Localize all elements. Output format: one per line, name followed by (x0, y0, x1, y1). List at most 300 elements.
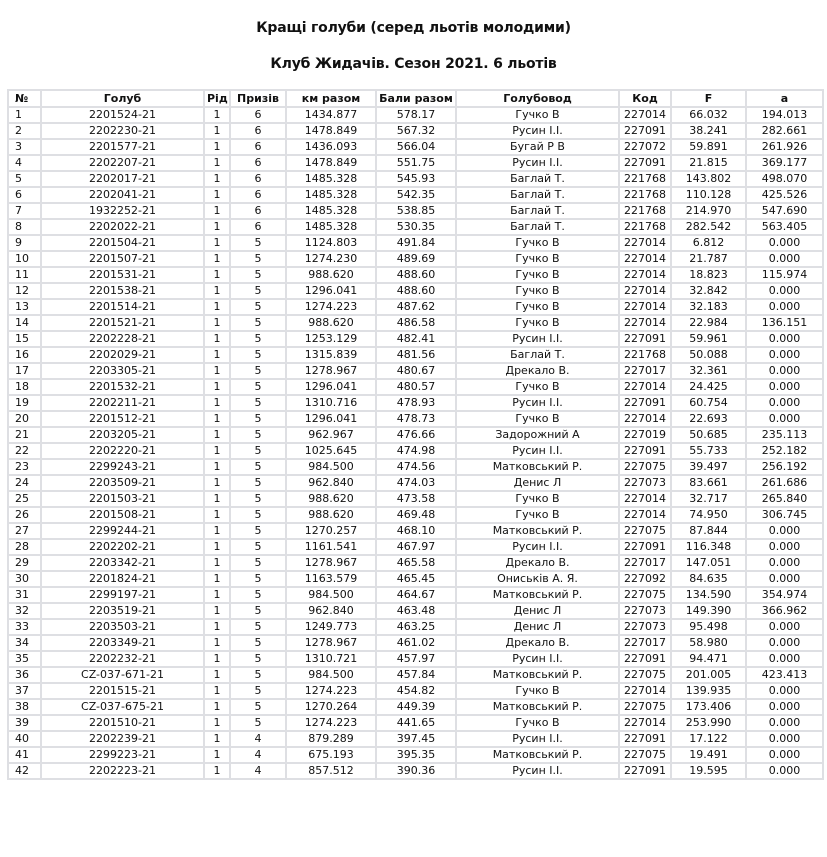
sex-cell: 1 (204, 491, 230, 507)
fancier-cell: Матковський Р. (456, 667, 619, 683)
f-value-cell: 59.891 (671, 139, 746, 155)
fancier-cell: Ониськів А. Я. (456, 571, 619, 587)
f-value-cell: 32.361 (671, 363, 746, 379)
table-row (8, 347, 823, 363)
f-value-cell: 173.406 (671, 699, 746, 715)
code-cell: 227014 (619, 107, 671, 123)
f-value-cell: 6.812 (671, 235, 746, 251)
fancier-cell: Баглай Т. (456, 187, 619, 203)
prizes-cell: 6 (230, 203, 286, 219)
points-total-cell: 566.04 (376, 139, 456, 155)
table-row (8, 363, 823, 379)
prizes-cell: 5 (230, 363, 286, 379)
km-total-cell: 962.840 (286, 603, 376, 619)
f-value-cell: 66.032 (671, 107, 746, 123)
sex-cell: 1 (204, 619, 230, 635)
prizes-cell: 5 (230, 699, 286, 715)
code-cell: 227075 (619, 459, 671, 475)
points-total-cell: 390.36 (376, 763, 456, 779)
a-value-cell: 354.974 (746, 587, 823, 603)
pigeon-ring-cell: 2201824-21 (41, 571, 204, 587)
prizes-cell: 5 (230, 251, 286, 267)
f-value-cell: 19.595 (671, 763, 746, 779)
f-value-cell: 149.390 (671, 603, 746, 619)
a-value-cell: 0.000 (746, 283, 823, 299)
table-row (8, 219, 823, 235)
row-number-cell: 36 (8, 667, 41, 683)
row-number-cell: 12 (8, 283, 41, 299)
points-total-cell: 441.65 (376, 715, 456, 731)
row-number-cell: 23 (8, 459, 41, 475)
table-row (8, 635, 823, 651)
f-value-cell: 55.733 (671, 443, 746, 459)
f-value-cell: 19.491 (671, 747, 746, 763)
table-row (8, 107, 823, 123)
row-number-cell: 9 (8, 235, 41, 251)
pigeon-ring-cell: 2201524-21 (41, 107, 204, 123)
a-value-cell: 563.405 (746, 219, 823, 235)
code-cell: 221768 (619, 171, 671, 187)
prizes-cell: 5 (230, 475, 286, 491)
sex-cell: 1 (204, 747, 230, 763)
sex-cell: 1 (204, 331, 230, 347)
pigeon-ring-cell: 2203519-21 (41, 603, 204, 619)
code-cell: 227014 (619, 683, 671, 699)
row-number-cell: 3 (8, 139, 41, 155)
fancier-cell: Матковський Р. (456, 699, 619, 715)
a-value-cell: 252.182 (746, 443, 823, 459)
code-cell: 227017 (619, 555, 671, 571)
km-total-cell: 1478.849 (286, 155, 376, 171)
a-value-cell: 0.000 (746, 619, 823, 635)
pigeon-ring-cell: 2201507-21 (41, 251, 204, 267)
fancier-cell: Гучко В (456, 251, 619, 267)
table-row (8, 299, 823, 315)
sex-cell: 1 (204, 267, 230, 283)
table-row (8, 571, 823, 587)
f-value-cell: 94.471 (671, 651, 746, 667)
code-cell: 221768 (619, 187, 671, 203)
table-row (8, 411, 823, 427)
sex-cell: 1 (204, 395, 230, 411)
row-number-cell: 16 (8, 347, 41, 363)
prizes-cell: 5 (230, 555, 286, 571)
points-total-cell: 465.58 (376, 555, 456, 571)
prizes-cell: 5 (230, 395, 286, 411)
sex-cell: 1 (204, 539, 230, 555)
row-number-cell: 37 (8, 683, 41, 699)
prizes-cell: 5 (230, 347, 286, 363)
code-cell: 227014 (619, 411, 671, 427)
code-cell: 227073 (619, 619, 671, 635)
pigeon-ring-cell: 2201508-21 (41, 507, 204, 523)
points-total-cell: 465.45 (376, 571, 456, 587)
km-total-cell: 1278.967 (286, 363, 376, 379)
table-row (8, 331, 823, 347)
f-value-cell: 24.425 (671, 379, 746, 395)
code-cell: 227073 (619, 475, 671, 491)
points-total-cell: 454.82 (376, 683, 456, 699)
table-row (8, 187, 823, 203)
fancier-cell: Русин І.І. (456, 763, 619, 779)
pigeon-ring-cell: 2202022-21 (41, 219, 204, 235)
pigeon-ring-cell: 2202228-21 (41, 331, 204, 347)
points-total-cell: 463.25 (376, 619, 456, 635)
points-total-cell: 545.93 (376, 171, 456, 187)
pigeon-ring-cell: 2203305-21 (41, 363, 204, 379)
prizes-cell: 4 (230, 747, 286, 763)
points-total-cell: 486.58 (376, 315, 456, 331)
row-number-cell: 19 (8, 395, 41, 411)
fancier-cell: Дрекало В. (456, 555, 619, 571)
pigeon-ring-cell: 2202041-21 (41, 187, 204, 203)
fancier-cell: Русин І.І. (456, 123, 619, 139)
fancier-cell: Гучко В (456, 411, 619, 427)
f-value-cell: 253.990 (671, 715, 746, 731)
row-number-cell: 26 (8, 507, 41, 523)
code-cell: 227014 (619, 507, 671, 523)
row-number-cell: 34 (8, 635, 41, 651)
a-value-cell: 0.000 (746, 571, 823, 587)
row-number-cell: 22 (8, 443, 41, 459)
points-total-cell: 478.73 (376, 411, 456, 427)
row-number-cell: 2 (8, 123, 41, 139)
pigeon-ring-cell: 2201503-21 (41, 491, 204, 507)
table-row (8, 603, 823, 619)
pigeon-ring-cell: 2202223-21 (41, 763, 204, 779)
f-value-cell: 50.088 (671, 347, 746, 363)
table-row (8, 747, 823, 763)
km-total-cell: 1296.041 (286, 379, 376, 395)
table-row (8, 555, 823, 571)
a-value-cell: 194.013 (746, 107, 823, 123)
pigeon-ring-cell: 2203205-21 (41, 427, 204, 443)
sex-cell: 1 (204, 219, 230, 235)
pigeon-ring-cell: 2202232-21 (41, 651, 204, 667)
a-value-cell: 547.690 (746, 203, 823, 219)
prizes-cell: 5 (230, 267, 286, 283)
a-value-cell: 0.000 (746, 763, 823, 779)
a-value-cell: 423.413 (746, 667, 823, 683)
prizes-cell: 6 (230, 155, 286, 171)
points-total-cell: 476.66 (376, 427, 456, 443)
points-total-cell: 487.62 (376, 299, 456, 315)
sex-cell: 1 (204, 699, 230, 715)
points-total-cell: 474.03 (376, 475, 456, 491)
km-total-cell: 1124.803 (286, 235, 376, 251)
prizes-cell: 5 (230, 571, 286, 587)
fancier-cell: Дрекало В. (456, 363, 619, 379)
km-total-cell: 1310.716 (286, 395, 376, 411)
pigeon-ring-cell: 2299244-21 (41, 523, 204, 539)
points-total-cell: 481.56 (376, 347, 456, 363)
prizes-cell: 5 (230, 683, 286, 699)
pigeon-ring-cell: 2202017-21 (41, 171, 204, 187)
row-number-cell: 38 (8, 699, 41, 715)
a-value-cell: 0.000 (746, 699, 823, 715)
points-total-cell: 469.48 (376, 507, 456, 523)
sex-cell: 1 (204, 571, 230, 587)
sex-cell: 1 (204, 187, 230, 203)
prizes-cell: 5 (230, 587, 286, 603)
f-value-cell: 147.051 (671, 555, 746, 571)
prizes-cell: 5 (230, 491, 286, 507)
row-number-cell: 42 (8, 763, 41, 779)
a-value-cell: 0.000 (746, 715, 823, 731)
code-cell: 227092 (619, 571, 671, 587)
prizes-cell: 5 (230, 651, 286, 667)
table-row (8, 283, 823, 299)
row-number-cell: 14 (8, 315, 41, 331)
points-total-cell: 488.60 (376, 267, 456, 283)
fancier-cell: Русин І.І. (456, 731, 619, 747)
points-total-cell: 467.97 (376, 539, 456, 555)
sex-cell: 1 (204, 363, 230, 379)
row-number-cell: 27 (8, 523, 41, 539)
row-number-cell: 1 (8, 107, 41, 123)
code-cell: 227091 (619, 539, 671, 555)
sex-cell: 1 (204, 475, 230, 491)
code-cell: 227091 (619, 443, 671, 459)
pigeon-ring-cell: 2201532-21 (41, 379, 204, 395)
f-value-cell: 87.844 (671, 523, 746, 539)
code-cell: 227075 (619, 747, 671, 763)
prizes-cell: 6 (230, 139, 286, 155)
pigeon-ring-cell: 2299243-21 (41, 459, 204, 475)
km-total-cell: 1478.849 (286, 123, 376, 139)
column-header-fancier: Голубовод (456, 90, 619, 107)
fancier-cell: Гучко В (456, 107, 619, 123)
pigeon-ring-cell: 2201504-21 (41, 235, 204, 251)
km-total-cell: 1485.328 (286, 219, 376, 235)
row-number-cell: 28 (8, 539, 41, 555)
points-total-cell: 457.97 (376, 651, 456, 667)
prizes-cell: 4 (230, 763, 286, 779)
code-cell: 227017 (619, 635, 671, 651)
a-value-cell: 0.000 (746, 379, 823, 395)
km-total-cell: 857.512 (286, 763, 376, 779)
a-value-cell: 0.000 (746, 331, 823, 347)
table-row (8, 539, 823, 555)
pigeon-ring-cell: 2202220-21 (41, 443, 204, 459)
prizes-cell: 5 (230, 315, 286, 331)
row-number-cell: 5 (8, 171, 41, 187)
sex-cell: 1 (204, 459, 230, 475)
a-value-cell: 0.000 (746, 747, 823, 763)
code-cell: 227091 (619, 763, 671, 779)
points-total-cell: 474.56 (376, 459, 456, 475)
code-cell: 221768 (619, 203, 671, 219)
row-number-cell: 25 (8, 491, 41, 507)
row-number-cell: 10 (8, 251, 41, 267)
table-row (8, 395, 823, 411)
f-value-cell: 58.980 (671, 635, 746, 651)
points-total-cell: 530.35 (376, 219, 456, 235)
row-number-cell: 13 (8, 299, 41, 315)
f-value-cell: 83.661 (671, 475, 746, 491)
f-value-cell: 84.635 (671, 571, 746, 587)
km-total-cell: 1315.839 (286, 347, 376, 363)
code-cell: 221768 (619, 347, 671, 363)
f-value-cell: 22.693 (671, 411, 746, 427)
a-value-cell: 235.113 (746, 427, 823, 443)
km-total-cell: 1161.541 (286, 539, 376, 555)
row-number-cell: 31 (8, 587, 41, 603)
sex-cell: 1 (204, 123, 230, 139)
pigeon-ring-cell: 2201515-21 (41, 683, 204, 699)
fancier-cell: Гучко В (456, 715, 619, 731)
a-value-cell: 0.000 (746, 411, 823, 427)
page-title: Кращі голуби (серед льотів молодими) (256, 20, 571, 36)
code-cell: 227072 (619, 139, 671, 155)
sex-cell: 1 (204, 651, 230, 667)
f-value-cell: 59.961 (671, 331, 746, 347)
column-header-number: № (8, 90, 41, 107)
table-row (8, 683, 823, 699)
code-cell: 227091 (619, 395, 671, 411)
km-total-cell: 1485.328 (286, 187, 376, 203)
table-row (8, 459, 823, 475)
a-value-cell: 0.000 (746, 731, 823, 747)
code-cell: 227014 (619, 491, 671, 507)
prizes-cell: 5 (230, 635, 286, 651)
column-header-sex: Рід (204, 90, 230, 107)
km-total-cell: 984.500 (286, 459, 376, 475)
f-value-cell: 50.685 (671, 427, 746, 443)
column-header-pigeon: Голуб (41, 90, 204, 107)
points-total-cell: 488.60 (376, 283, 456, 299)
prizes-cell: 5 (230, 459, 286, 475)
fancier-cell: Денис Л (456, 475, 619, 491)
f-value-cell: 143.802 (671, 171, 746, 187)
pigeon-ring-cell: 2201510-21 (41, 715, 204, 731)
km-total-cell: 1278.967 (286, 635, 376, 651)
a-value-cell: 0.000 (746, 651, 823, 667)
code-cell: 227075 (619, 587, 671, 603)
a-value-cell: 0.000 (746, 251, 823, 267)
prizes-cell: 5 (230, 443, 286, 459)
a-value-cell: 306.745 (746, 507, 823, 523)
prizes-cell: 6 (230, 219, 286, 235)
km-total-cell: 1253.129 (286, 331, 376, 347)
code-cell: 227091 (619, 651, 671, 667)
row-number-cell: 41 (8, 747, 41, 763)
points-total-cell: 468.10 (376, 523, 456, 539)
sex-cell: 1 (204, 347, 230, 363)
code-cell: 227014 (619, 715, 671, 731)
prizes-cell: 5 (230, 235, 286, 251)
km-total-cell: 984.500 (286, 667, 376, 683)
pigeon-ring-cell: 2203509-21 (41, 475, 204, 491)
km-total-cell: 1434.877 (286, 107, 376, 123)
pigeon-ring-cell: 2202211-21 (41, 395, 204, 411)
fancier-cell: Баглай Т. (456, 347, 619, 363)
table-body (8, 107, 823, 779)
km-total-cell: 1485.328 (286, 171, 376, 187)
table-row (8, 427, 823, 443)
fancier-cell: Баглай Т. (456, 171, 619, 187)
prizes-cell: 6 (230, 187, 286, 203)
fancier-cell: Русин І.І. (456, 539, 619, 555)
row-number-cell: 17 (8, 363, 41, 379)
column-header-points-total: Бали разом (376, 90, 456, 107)
points-total-cell: 551.75 (376, 155, 456, 171)
km-total-cell: 1270.257 (286, 523, 376, 539)
sex-cell: 1 (204, 715, 230, 731)
fancier-cell: Дрекало В. (456, 635, 619, 651)
column-header-f: F (671, 90, 746, 107)
code-cell: 227075 (619, 667, 671, 683)
column-header-code: Код (619, 90, 671, 107)
fancier-cell: Русин І.І. (456, 155, 619, 171)
prizes-cell: 5 (230, 331, 286, 347)
code-cell: 227014 (619, 379, 671, 395)
code-cell: 227091 (619, 123, 671, 139)
points-total-cell: 578.17 (376, 107, 456, 123)
row-number-cell: 4 (8, 155, 41, 171)
prizes-cell: 5 (230, 603, 286, 619)
table-row (8, 731, 823, 747)
km-total-cell: 1310.721 (286, 651, 376, 667)
sex-cell: 1 (204, 603, 230, 619)
f-value-cell: 134.590 (671, 587, 746, 603)
code-cell: 227091 (619, 331, 671, 347)
pigeon-ring-cell: 2202029-21 (41, 347, 204, 363)
code-cell: 227014 (619, 251, 671, 267)
f-value-cell: 110.128 (671, 187, 746, 203)
table-row (8, 139, 823, 155)
points-total-cell: 474.98 (376, 443, 456, 459)
points-total-cell: 457.84 (376, 667, 456, 683)
f-value-cell: 21.815 (671, 155, 746, 171)
table-row (8, 315, 823, 331)
prizes-cell: 5 (230, 299, 286, 315)
prizes-cell: 5 (230, 507, 286, 523)
code-cell: 227014 (619, 283, 671, 299)
pigeon-ring-cell: 2201577-21 (41, 139, 204, 155)
sex-cell: 1 (204, 315, 230, 331)
sex-cell: 1 (204, 411, 230, 427)
fancier-cell: Гучко В (456, 315, 619, 331)
a-value-cell: 0.000 (746, 635, 823, 651)
sex-cell: 1 (204, 299, 230, 315)
km-total-cell: 1296.041 (286, 411, 376, 427)
table-row (8, 619, 823, 635)
table-row (8, 379, 823, 395)
table-row (8, 443, 823, 459)
fancier-cell: Гучко В (456, 283, 619, 299)
f-value-cell: 74.950 (671, 507, 746, 523)
pigeon-ring-cell: 2299223-21 (41, 747, 204, 763)
points-total-cell: 542.35 (376, 187, 456, 203)
table-row (8, 491, 823, 507)
km-total-cell: 988.620 (286, 267, 376, 283)
points-total-cell: 480.67 (376, 363, 456, 379)
prizes-cell: 5 (230, 539, 286, 555)
f-value-cell: 32.183 (671, 299, 746, 315)
pigeon-ring-cell: 2202230-21 (41, 123, 204, 139)
km-total-cell: 1485.328 (286, 203, 376, 219)
points-total-cell: 449.39 (376, 699, 456, 715)
prizes-cell: 5 (230, 715, 286, 731)
points-total-cell: 461.02 (376, 635, 456, 651)
sex-cell: 1 (204, 235, 230, 251)
pigeon-ring-cell: 2201514-21 (41, 299, 204, 315)
f-value-cell: 282.542 (671, 219, 746, 235)
fancier-cell: Русин І.І. (456, 443, 619, 459)
table-row (8, 235, 823, 251)
points-total-cell: 538.85 (376, 203, 456, 219)
